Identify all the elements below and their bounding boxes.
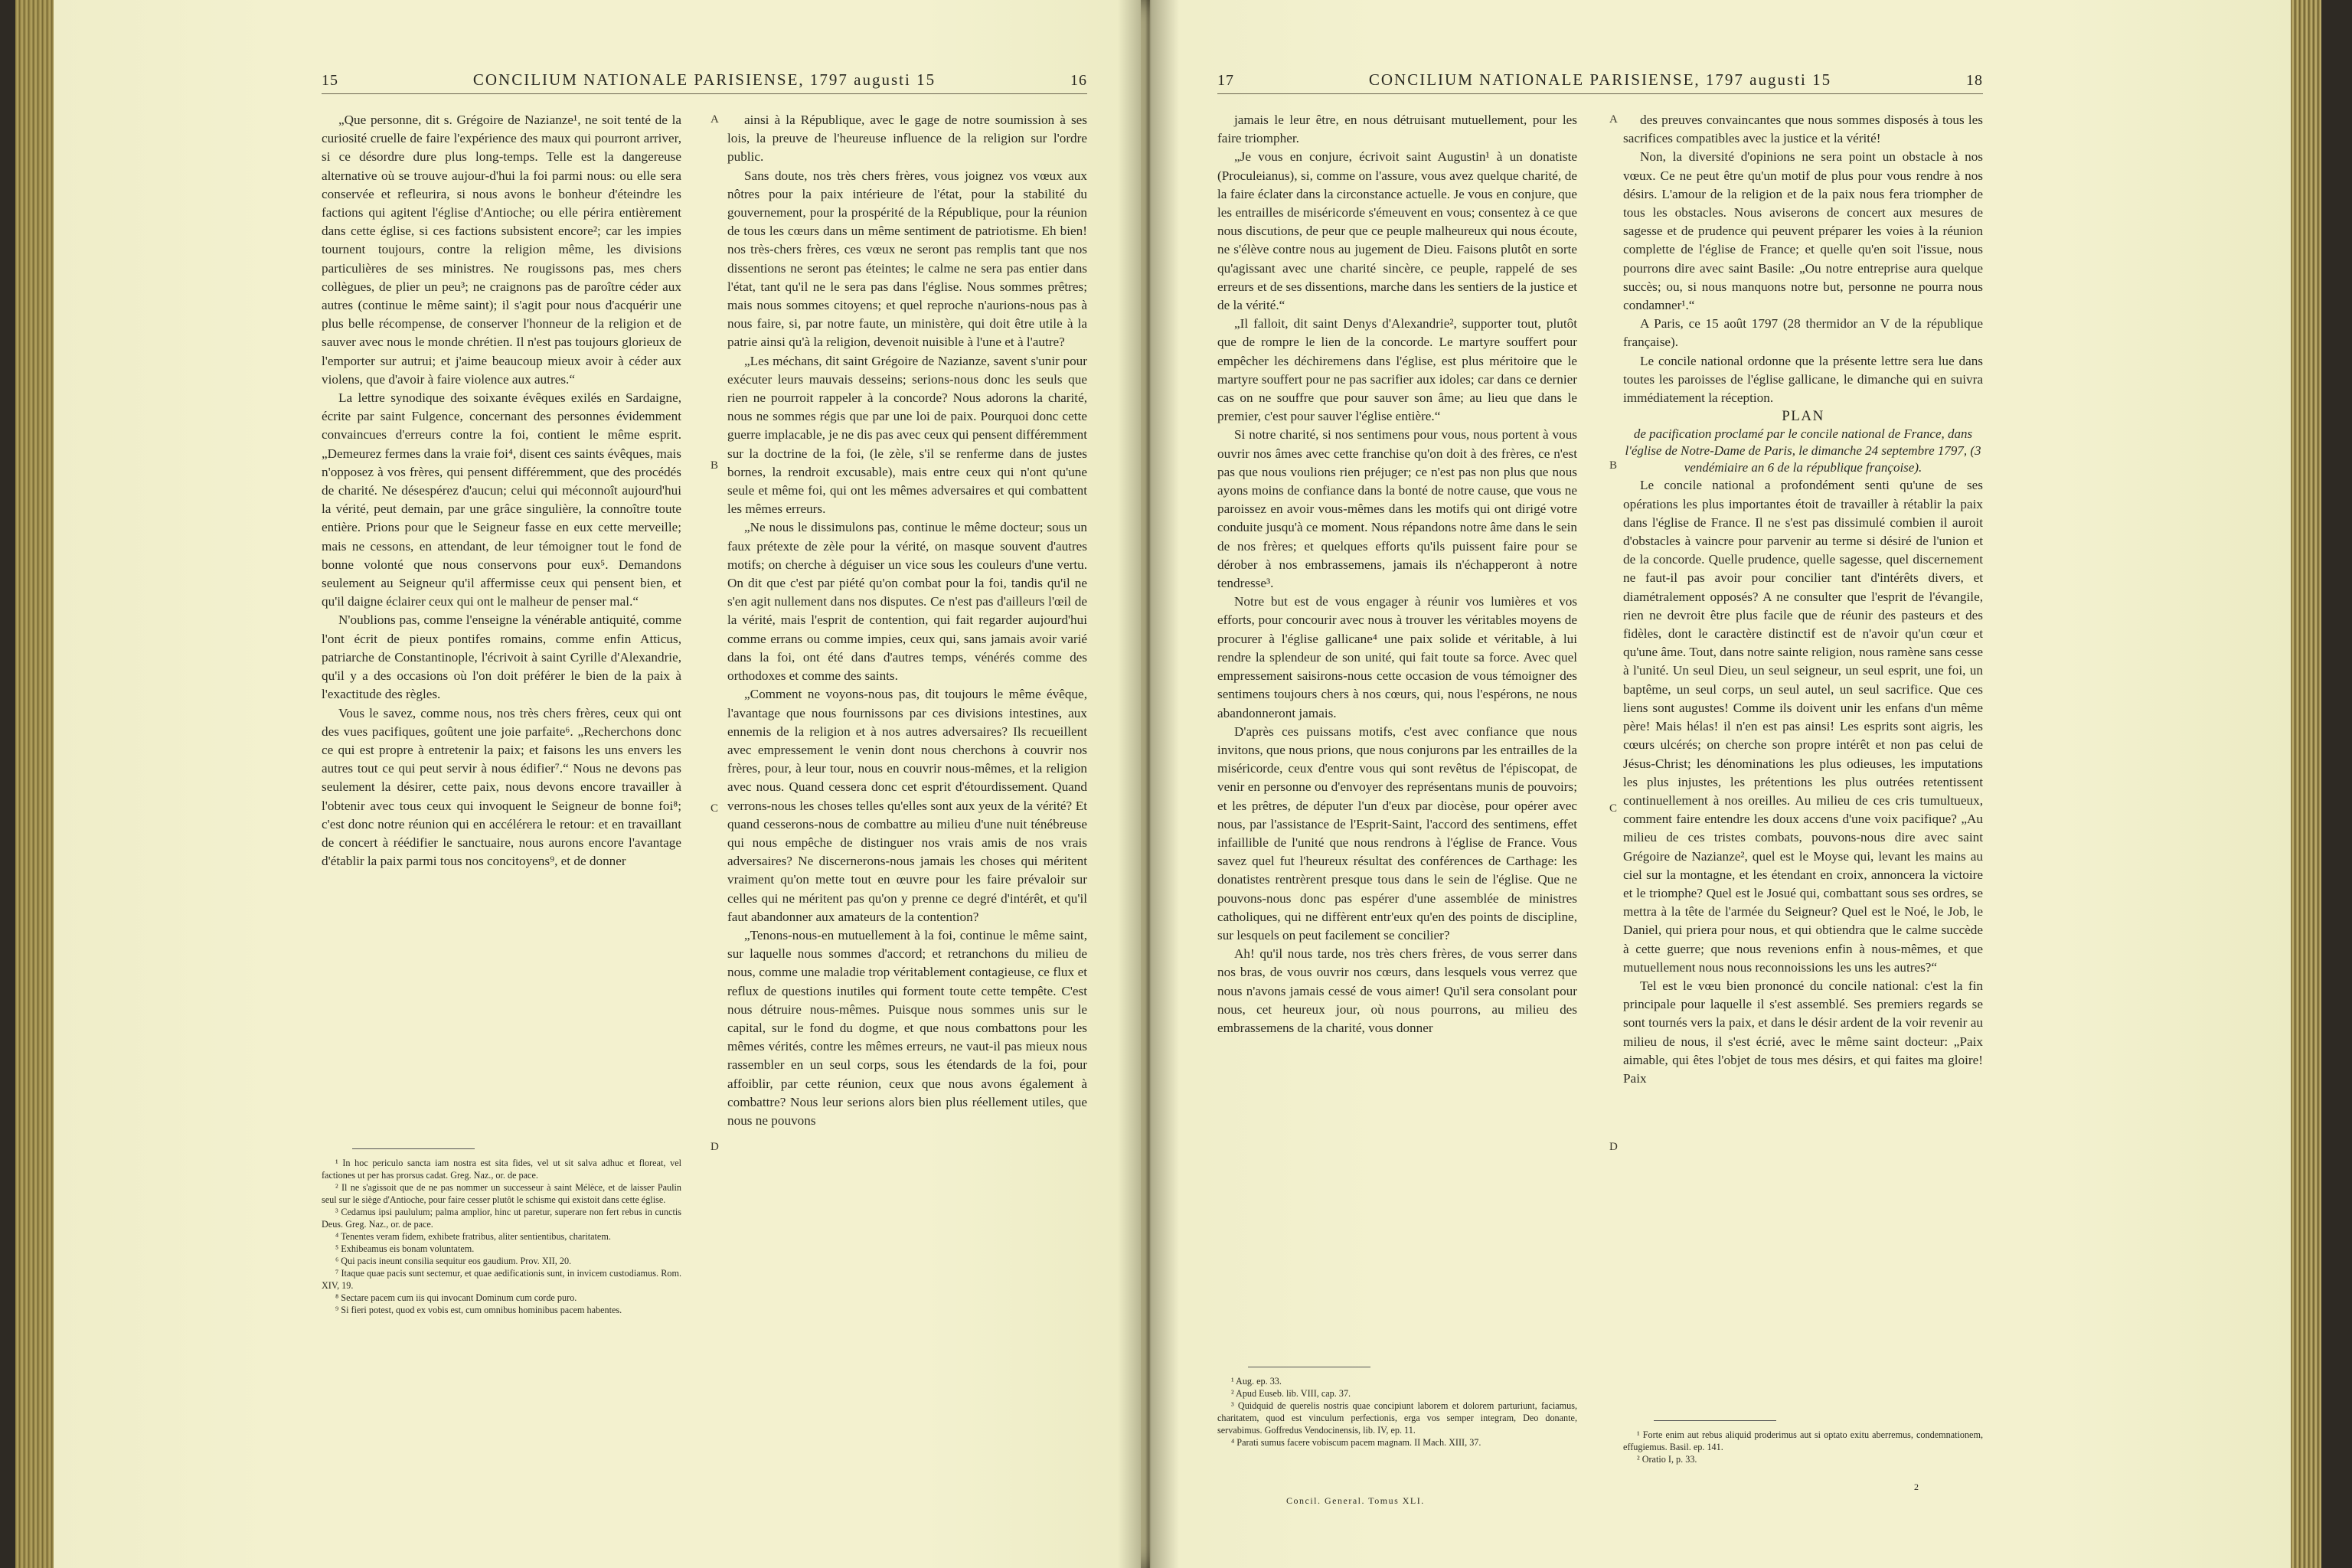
footnote: ⁹ Si fieri potest, quod ex vobis est, cum omnibus hominibus pacem habentes.: [335, 1305, 622, 1315]
footnote-rule: [1654, 1420, 1776, 1421]
book-spread: [15, 0, 2321, 1568]
margin-letter-a-right: A: [1609, 113, 1618, 126]
footnote: ² Oratio I, p. 33.: [1637, 1454, 1697, 1465]
footnote: ² Apud Euseb. lib. VIII, cap. 37.: [1231, 1388, 1351, 1399]
footnote: ⁴ Parati sumus facere vobiscum pacem magnam. II Mach. XIII, 37.: [1231, 1437, 1481, 1448]
column-15: [322, 111, 681, 871]
footnotes-18: [1623, 1420, 1983, 1465]
col2-paragraph: ainsi à la République, avec le gage de notre soumission à ses lois, la preuve de l'heureuse influence de la religion sur l'ordre public.: [727, 113, 1087, 165]
col3-paragraph: Si notre charité, si nos sentimens pour vous, nous portent à vous ouvrir nos âmes avec cette franchise qu'on doit à des frères, ce n'est pas que nous voulions rien préjuger; ce n'est pas non plus que nous ayons moins de confiance dans la bonté de notre cause, que vous ne paroissez en avoir vous-mêmes dans les motifs qui ont dirigé votre conduite jusqu'à ce moment. Nous répandons notre âme dans le sein de nos frères; et quelques efforts qu'ils puissent faire pour se dérober à nos embrassemens, jamais ils n'échapperont à notre tendresse³.: [1217, 427, 1577, 591]
footnote: ¹ Aug. ep. 33.: [1231, 1376, 1282, 1387]
plan-heading: PLAN: [1782, 408, 1824, 425]
footnote: ⁵ Exhibeamus eis bonam voluntatem.: [335, 1243, 475, 1254]
footnote: ³ Cedamus ipsi paululum; palma amplior, hinc ut paretur, superare non fert rebus in cunctis Deus. Greg. Naz., or. de pace.: [322, 1207, 681, 1230]
right-page-edges: [2291, 0, 2321, 1568]
header-rule-left: [322, 93, 1087, 94]
col4b-paragraph: Le concile national a profondément senti qu'une de ses opérations les plus importantes étoit de travailler à rétablir la paix dans l'église de France. Il ne s'est pas dissimulé combien il auroit d'obstacles à vaincre pour parvenir au terme si désiré de l'union et de la concorde. Quelle prudence, quelle sagesse, quel discernement ne faut-il pas avoir pour concilier tant d'intérêts divers, et diamétralement opposés? A ne consulter que l'esprit de l'évangile, rien ne devroit être plus facile que de réunir des pasteurs et des fidèles, dont le caractère distinctif est de n'avoir qu'un cœur et qu'une âme. Tout, dans notre sainte religion, nous ramène sans cesse à l'unité. Un seul Dieu, un seul seigneur, un seul esprit, une foi, un baptême, un seul corps, un seul autel, un seul sacrifice. Que ces liens sont augustes! Comme ils doivent unir les enfans d'un même père! Mais hélas! il n'en est pas ainsi! Les esprits sont aigris, les cœurs ulcérés; on cherche son propre intérêt et non pas celui de Jésus-Christ; les dénominations les plus odieuses, les imputations les plus injustes, les prétentions les plus outrées retentissent continuellement à nos oreilles. Au milieu de ces cris tumultueux, comment faire entendre les doux accens d'une voix pacifique? „Au milieu de ces tristes combats, pouvons-nous dire avec saint Grégoire de Nazianze², quel est le Moyse qui, levant les mains au ciel sur la montagne, et les étendant en croix, annoncera la victoire et le triomphe? Quel est le Josué qui, combattant sous ses ordres, se mettra à la tête de l'armée du Seigneur? Quel est le Noé, le Job, le Daniel, qui priera pour nous, et qui obtiendra que le calme succède à cette guerre; que nous revenions enfin à nous-mêmes, et que mutuellement nous nous reconnoissions les uns les autres?“: [1623, 478, 1983, 975]
col2-paragraph: Sans doute, nos très chers frères, vous joignez vos vœux aux nôtres pour la paix intérieure de l'état, pour la stabilité du gouvernement, pour la prospérité de la République, pour la réunion de tous les cœurs dans un même sentiment de patriotisme. Eh bien! nos très-chers frères, ces vœux ne seront pas remplis tant que nos dissentions ne seront pas éteintes; le calme ne sera pas entier dans l'état, tant qu'il ne le sera pas dans l'église. Nous sommes prêtres; mais nous sommes citoyens; et quel reproche n'aurions-nous pas à nous faire, si, par notre faute, un ministère, qui doit être utile à la patrie ainsi qu'à la religion, devenoit nuisible à l'une et à l'autre?: [727, 168, 1087, 350]
col2-paragraph: „Les méchans, dit saint Grégoire de Nazianze, savent s'unir pour exécuter leurs mauvais desseins; serions-nous donc les seuls que rien ne pourroit rappeler à la concorde? Nous adorons la charité, nous ne sommes régis que par une loi de paix. Pourquoi donc cette guerre implacable, je ne dis pas avec ceux qui pensent différemment sur la doctrine de la foi, (le zèle, s'il se renferme dans de justes bornes, la rendroit excusable), mais entre ceux qui n'ont qu'une seule et même foi, qui ont les mêmes adversaires et qui combattent les mêmes erreurs.: [727, 353, 1087, 517]
running-title-right: CONCILIUM NATIONALE PARISIENSE, 1797 augusti 15: [1368, 70, 1832, 89]
column-16: [727, 111, 1087, 1130]
col4-paragraph: des preuves convaincantes que nous sommes disposés à tous les sacrifices compatibles avec la justice et la vérité!: [1623, 113, 1983, 146]
margin-letter-d-right: D: [1609, 1141, 1618, 1153]
col2-paragraph: „Comment ne voyons-nous pas, dit toujours le même évêque, l'avantage que nous fournissons par ces divisions intestines, aux ennemis de la religion et à nos autres adversaires? Ils recueillent avec empressement le venin dont nous cherchons à couvrir nos frères, pour, à leur tour, nous en couvrir nous-mêmes, et la religion avec nous. Quand cessera donc cet esprit d'étourdissement. Quand verrons-nous les choses telles qu'elles sont aux yeux de la vérité? Et quand cesserons-nous de combattre au milieu d'une nuit ténébreuse qui nous empêche de distinguer nos vrais amis de nos vrais adversaires? Ne discernerons-nous jamais les choses qui méritent vraiment qu'on mette tout en œuvre pour les faire prévaloir sur celles qui ne méritent pas qu'on y prenne ce degré d'intérêt, et qu'il faut abandonner aux amateurs de la contention?: [727, 687, 1087, 924]
plan-subtitle: de pacification proclamé par le concile national de France, dans l'église de Notre-Dame de Paris, le dimanche 24 septembre 1797, (3 vendémiaire an 6 de la république françoise).: [1625, 426, 1981, 475]
margin-letter-b-right: B: [1609, 459, 1618, 472]
col4b-paragraph: Tel est le vœu bien prononcé du concile national: c'est la fin principale pour laquelle il s'est assemblé. Ses premiers regards se sont tournés vers la paix, et dans le désir ardent de la voir revenir au milieu de nous, il s'est écrié, avec le même saint docteur: „Paix aimable, qui êtes l'objet de tous mes désirs, et qui faites ma gloire! Paix: [1623, 978, 1983, 1086]
signature-mark-17: Concil. General. Tomus XLI.: [1286, 1495, 1425, 1506]
margin-letter-d-left: D: [710, 1141, 719, 1153]
running-head-left: [322, 70, 1087, 101]
footnote: ⁷ Itaque quae pacis sunt sectemur, et quae aedificationis sunt, in invicem custodiamus. Rom. XIV, 19.: [322, 1268, 681, 1291]
margin-letter-a-left: A: [710, 113, 719, 126]
col3-paragraph: Notre but est de vous engager à réunir vos lumières et vos efforts, pour concourir avec nous à trouver les véritables moyens de procurer à l'église gallicane⁴ une paix solide et véritable, à lui rendre la splendeur de son unité, qui fait toute sa force. Avec quel empressement saisirons-nous cette occasion de vous témoigner des sentimens toujours chers à nos cœurs, qui, nous l'espérons, ne nous abandonneront jamais.: [1217, 594, 1577, 720]
col2-paragraph: „Ne nous le dissimulons pas, continue le même docteur; sous un faux prétexte de zèle pour la vérité, on masque souvent d'autres motifs; on cherche à déguiser un vice sous les couleurs d'une vertu. On dit que c'est par piété qu'on combat pour la foi, tandis qu'il ne s'en agit nullement dans nos disputes. Ce n'est pas d'ailleurs l'œil de la vérité, mais l'esprit de contention, qui fait regarder aujourd'hui comme errans ou comme impies, ceux qui, sans jamais avoir varié dans la foi, ont été dans d'autres temps, vénérés comme des orthodoxes et comme des saints.: [727, 520, 1087, 684]
footnote: ² Il ne s'agissoit que de ne pas nommer un successeur à saint Mélèce, et de laisser Paulin seul sur le siège d'Antioche, pour faire cesser plutôt le schisme qui existoit dans cette église.: [322, 1182, 681, 1205]
margin-letter-b-left: B: [710, 459, 719, 472]
col1-paragraph: N'oublions pas, comme l'enseigne la vénérable antiquité, comme l'ont écrit de pieux pontifes romains, comme enfin Atticus, patriarche de Constantinople, l'écrivoit à saint Cyrille d'Alexandrie, qu'il y a des occasions où l'on doit préférer le bien de la paix à l'exactitude des règles.: [322, 612, 681, 702]
col1-paragraph: „Que personne, dit s. Grégoire de Nazianze¹, ne soit tenté de la curiosité cruelle de faire l'expérience des maux qui pourront arriver, si ce désordre dure plus long-temps. Telle est la dangereuse alternative où se trouve aujour-d'hui la foi parmi nous: ou elle sera conservée et refleurira, si nous avons le bonheur d'éteindre les factions qui agitent l'église d'Antioche; ou elle périra entièrement dans cette église, si ces factions subsistent encore²; car les impies tournent toujours, contre la religion même, les divisions particulières de ses ministres. Ne rougissons pas, mes chers collègues, de plier un peu³; ne craignons pas de paroître céder aux autres (continue le même saint); il s'agit pour nous d'acquérir une plus belle récompense, de conserver l'honneur de la religion et de sauver avec nous le monde chrétien. Il n'est pas toujours glorieux de l'emporter sur autrui; et j'aime beaucoup mieux avoir à céder aux violens, que d'avoir à faire violence aux autres.“: [322, 113, 681, 387]
column-17: [1217, 111, 1577, 1037]
col1-paragraph: La lettre synodique des soixante évêques exilés en Sardaigne, écrite par saint Fulgence, concernant des personnes évidemment convaincues d'erreurs contre la foi, contient le même esprit. „Demeurez fermes dans la vraie foi⁴, disent ces saints évêques, mais n'opposez à vos frères, qui pensent différemment, que des procédés de charité. Ne désespérez d'aucun; celui qui méconnoît aujourd'hui la vérité, peut demain, par une grâce singulière, la connoître toute entière. Prions pour que le Seigneur fasse en eux cette merveille; mais ne cessons, en attendant, de leur témoigner tout le fond de bonne volonté que nous conservons pour eux⁵. Demandons seulement au Seigneur qu'il affermisse ceux qui pensent bien, et qu'il daigne éclairer ceux qui ont le malheur de penser mal.“: [322, 390, 681, 609]
margin-letter-c-left: C: [710, 802, 719, 815]
col3-paragraph: „Je vous en conjure, écrivoit saint Augustin¹ à un donatiste (Proculeianus), si, comme on l'assure, vous avez quelque charité, de la faire éclater dans la circonstance actuelle. Je vous en conjure, que les entrailles de miséricorde s'émeuvent en vous; consentez à ce que nous discutions, de peur que ce peuple malheureux qui nous écoute, ne s'élève contre nous au jugement de Dieu. Faisons plutôt en sorte qu'agissant avec une charité sincère, ce peuple, rappelé de ses erreurs et de ses dissentions, marche dans les sentiers de la justice et de la vérité.“: [1217, 149, 1577, 313]
col3-paragraph: „Il falloit, dit saint Denys d'Alexandrie², supporter tout, plutôt que de rompre le lien de la concorde. Le martyre souffert pour empêcher les déchiremens dans l'église, est plus méritoire que le martyre souffert pour ne pas sacrifier aux idoles; car dans ce dernier cas on ne souffre que pour sauver son âme; au lieu que dans le premier, c'est pour sauver l'église entière.“: [1217, 316, 1577, 424]
page-number-16: 16: [1070, 72, 1087, 89]
page-number-17: 17: [1217, 72, 1234, 89]
footnotes-17: [1217, 1367, 1577, 1449]
col1-paragraph: Vous le savez, comme nous, nos très chers frères, ceux qui ont des vues pacifiques, goûtent une joie parfaite⁶. „Recherchons donc ce qui est propre à entretenir la paix; et faisons les uns envers les autres tout ce qui peut servir à nous édifier⁷.“ Nous ne devons pas seulement la désirer, cette paix, nous devons encore travailler à l'obtenir avec tous ceux qui invoquent le Seigneur de bonne foi⁸; c'est donc notre réunion qui en accélérera le retour: et en travaillant de concert à réédifier le sanctuaire, nous aurons encore l'avantage d'établir la paix parmi tous nos concitoyens⁹, et de donner: [322, 705, 681, 869]
footnote: ¹ In hoc periculo sancta iam nostra est sita fides, vel ut sit salva adhuc et floreat, vel factiones ut per has prorsus cadat. Greg. Naz., or. de pace.: [322, 1158, 681, 1181]
footnote: ¹ Forte enim aut rebus aliquid proderimus aut si optato exitu aberremus, condemnationem, effugiemus. Basil. ep. 141.: [1623, 1429, 1983, 1452]
footnote-rule: [352, 1148, 475, 1149]
page-number-15: 15: [322, 72, 338, 89]
col4-paragraph: A Paris, ce 15 août 1797 (28 thermidor an V de la république française).: [1623, 316, 1983, 350]
footnote: ⁴ Tenentes veram fidem, exhibete fratribus, aliter sentientibus, charitatem.: [335, 1231, 611, 1242]
col4-paragraph: Le concile national ordonne que la présente lettre sera lue dans toutes les paroisses de l'église gallicane, le dimanche qui en suivra immédiatement la réception.: [1623, 353, 1983, 406]
running-head-right: [1217, 70, 1983, 101]
left-page-edges: [15, 0, 54, 1568]
col3-paragraph: jamais le leur être, en nous détruisant mutuellement, pour les faire triompher.: [1217, 113, 1577, 146]
margin-letter-c-right: C: [1609, 802, 1618, 815]
footnotes-15: [322, 1148, 681, 1316]
col3-paragraph: D'après ces puissans motifs, c'est avec confiance que nous invitons, que nous prions, que nous conjurons par les entrailles de la miséricorde, ceux d'entre vous qui sont revêtus de l'épiscopat, de venir en personne ou d'envoyer des représentans munis de pouvoirs; et les prêtres, de députer l'un d'eux par diocèse, pour opérer avec nous, par l'assistance de l'Esprit-Saint, l'accord des sentimens, effet infaillible de l'unité que nous rendrons à l'église de France. Vous savez quel fut l'heureux résultat des conférences de Carthage: les donatistes rentrèrent presque tous dans le sein de l'église. Que ne pouvons-nous donc pas espérer d'une assemblée de ministres catholiques, qui ne diffèrent entr'eux qu'en des points de discipline, sur lesquels on peut facilement se concilier?: [1217, 724, 1577, 942]
header-rule-right: [1217, 93, 1983, 94]
footnote: ⁸ Sectare pacem cum iis qui invocant Dominum cum corde puro.: [335, 1292, 577, 1303]
left-page: [54, 0, 1141, 1568]
running-title-left: CONCILIUM NATIONALE PARISIENSE, 1797 augusti 15: [472, 70, 936, 89]
col4-paragraph: Non, la diversité d'opinions ne sera point un obstacle à nos vœux. Ce ne peut être qu'un motif de plus pour vous rendre à nos désirs. L'amour de la religion et de la paix nous fera triompher de tous les obstacles. Nous aviserons de concert aux mesures de sagesse et de prudence qui peuvent préparer les voies à la réunion complette de l'église de France; et quelle qu'en soit l'issue, nous pourrons dire avec saint Basile: „Ou notre entreprise aura quelque succès; ou, si nous manquons notre but, personne ne pourra nous condamner¹.“: [1623, 149, 1983, 313]
column-18: [1623, 111, 1983, 1088]
footnote: ⁶ Qui pacis ineunt consilia sequitur eos gaudium. Prov. XII, 20.: [335, 1256, 572, 1266]
right-page: [1150, 0, 2291, 1568]
page-number-18: 18: [1965, 72, 1983, 89]
col2-paragraph: „Tenons-nous-en mutuellement à la foi, continue le même saint, sur laquelle nous sommes d'accord; et retranchons du milieu de nous, comme une maladie trop véritablement contagieuse, ce flux et reflux de questions inutiles qui forment toute cette tempête. C'est nous détruire nous-mêmes. Puisque nous sommes unis sur le capital, sur le fond du dogme, et que nous combattons pour les mêmes vérités, contre les mêmes erreurs, ne vaut-il pas mieux nous rassembler en un seul corps, sous les étendards de la foi, pour affoiblir, par cette réunion, ceux que nous avons également à combattre? Nous leur serions alors bien plus réellement utiles, que nous ne pouvons: [727, 927, 1087, 1128]
col3-paragraph: Ah! qu'il nous tarde, nos très chers frères, de vous serrer dans nos bras, de vous ouvrir nos cœurs, dans lesquels vous verrez que nous n'avons jamais cessé de vous aimer! Qu'il sera consolant pour nous, cet heureux jour, où nous pourrons, au milieu des embrassemens de la charité, vous donner: [1217, 946, 1577, 1035]
footnote: ³ Quidquid de querelis nostris quae concipiunt laborem et dolorem parturiunt, faciamus, charitatem, quod est vinculum perfectionis, erga vos semper integram, Deo donante, servabimus. Goffredus Vendocinensis, lib. IV, ep. 11.: [1217, 1400, 1577, 1436]
signature-mark-18: 2: [1914, 1481, 1920, 1492]
